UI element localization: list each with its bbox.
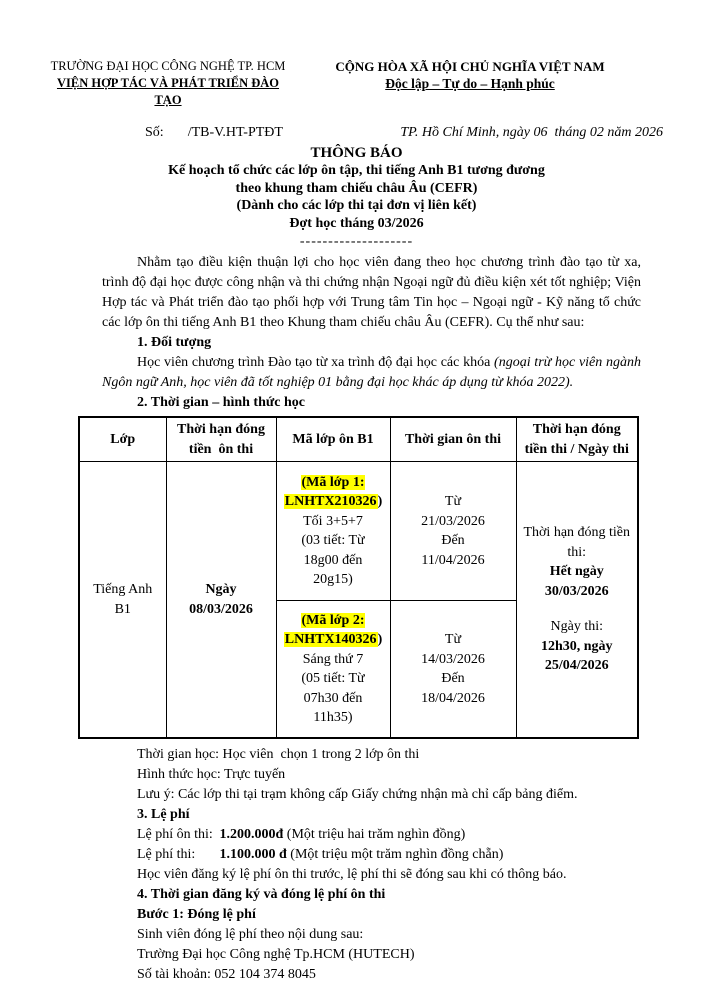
section4-heading: 4. Thời gian đăng ký và đóng lệ phí ôn thi bbox=[137, 887, 386, 902]
republic-name-line: CỘNG HÒA XÃ HỘI CHỦ NGHĨA VIỆT NAM bbox=[335, 59, 605, 74]
class2-code-highlight: LNHTX140326 bbox=[284, 632, 377, 647]
class1-code-close: ) bbox=[377, 494, 383, 509]
payment-account: Số tài khoản: 052 104 374 8045 bbox=[137, 967, 316, 982]
class1-code-open-highlight: (Mã lớp 1: bbox=[301, 474, 365, 490]
doc-number-label: Số: bbox=[145, 125, 164, 140]
cell-class2-period: Từ 14/03/2026 Đến 18/04/2026 bbox=[390, 601, 516, 739]
title-separator: -------------------- bbox=[299, 234, 414, 249]
republic-header-block bbox=[320, 58, 620, 109]
section1-text-italic: (ngoại trừ học viên ngành Ngôn ngữ Anh, học viên đã tốt nghiệp 01 bằng đại học khác áp dụng từ khóa 2022). bbox=[102, 355, 642, 390]
place-date: TP. Hồ Chí Minh, ngày 06 tháng 02 năm 2026 bbox=[400, 125, 663, 140]
note-certificate: Lưu ý: Các lớp thi tại trạm không cấp Giấy chứng nhận mà chỉ cấp bảng điểm. bbox=[137, 787, 578, 802]
cell-pay-deadline: Ngày 08/03/2026 bbox=[166, 462, 276, 739]
fee-review-amount: 1.200.000đ bbox=[219, 827, 284, 842]
fee-review-line bbox=[137, 825, 673, 845]
doc-title-line-1: Kế hoạch tổ chức các lớp ôn tập, thi tiếng Anh B1 tương đương bbox=[168, 163, 545, 178]
fee-exam-text: (Một triệu một trăm nghìn đồng chẵn) bbox=[290, 847, 504, 862]
republic-motto-line: Độc lập – Tự do – Hạnh phúc bbox=[385, 76, 555, 91]
doc-number bbox=[145, 124, 283, 142]
payment-instruction: Sinh viên đóng lệ phí theo nội dung sau: bbox=[137, 927, 364, 942]
section3-heading: 3. Lệ phí bbox=[137, 807, 190, 822]
doc-title-line-3: (Dành cho các lớp thi tại đơn vị liên kết) bbox=[236, 198, 477, 213]
class2-code-open-highlight: (Mã lớp 2: bbox=[301, 612, 365, 628]
section1-heading: 1. Đối tượng bbox=[137, 335, 212, 350]
cell-class2-code-schedule: (Mã lớp 2: LNHTX140326) Sáng thứ 7 (05 tiết: Từ 07h30 đến 11h35) bbox=[276, 601, 390, 739]
doc-title-block bbox=[0, 162, 713, 232]
doc-type-title: THÔNG BÁO bbox=[310, 145, 403, 161]
cell-class1-code-schedule: (Mã lớp 1: LNHTX210326) Tối 3+5+7 (03 tiết: Từ 18g00 đến 20g15) bbox=[276, 462, 390, 601]
col-header-exam-fee-deadline: Thời hạn đóng tiền thi / Ngày thi bbox=[516, 417, 638, 462]
class2-code-close: ) bbox=[377, 632, 383, 647]
note-study-format: Hình thức học: Trực tuyến bbox=[137, 767, 286, 782]
intro-paragraph: Nhằm tạo điều kiện thuận lợi cho học viên đang theo học chương trình đào tạo từ xa, trình độ đại học được công nhận và thi chứng nhận Ngoại ngữ đủ điều kiện xét tốt nghiệp; Viện Hợp tác và Phát triển đào tạo phối hợp với Trung tâm Tin học – Ngoại ngữ - Kỹ năng tổ chức các lớp ôn thi tiếng Anh B1 theo Khung tham chiếu châu Âu (CEFR). Cụ thể như sau: bbox=[102, 255, 641, 330]
col-header-class: Lớp bbox=[79, 417, 166, 462]
col-header-class-code: Mã lớp ôn B1 bbox=[276, 417, 390, 462]
schedule-table bbox=[78, 416, 639, 739]
fee-exam-line bbox=[137, 845, 673, 865]
section4-step1: Bước 1: Đóng lệ phí bbox=[137, 907, 256, 922]
note-study-time: Thời gian học: Học viên chọn 1 trong 2 lớp ôn thi bbox=[137, 747, 420, 762]
fee-note: Học viên đăng ký lệ phí ôn thi trước, lệ phí thi sẽ đóng sau khi có thông báo. bbox=[137, 867, 567, 882]
cell-class1-period: Từ 21/03/2026 Đến 11/04/2026 bbox=[390, 462, 516, 601]
section2-heading: 2. Thời gian – hình thức học bbox=[137, 395, 305, 410]
cell-class-name: Tiếng Anh B1 bbox=[79, 462, 166, 739]
col-header-review-fee-deadline: Thời hạn đóng tiền ôn thi bbox=[166, 417, 276, 462]
cell-exam-info: Thời hạn đóng tiền thi: Hết ngày 30/03/2026 Ngày thi: 12h30, ngày 25/04/2026 bbox=[516, 462, 638, 739]
number-date-row bbox=[0, 124, 713, 142]
class1-code-highlight: LNHTX210326 bbox=[284, 494, 377, 509]
table-header-row bbox=[79, 417, 638, 462]
org-header-block bbox=[48, 58, 288, 109]
section1-paragraph bbox=[102, 353, 641, 393]
fee-review-text: (Một triệu hai trăm nghìn đồng) bbox=[286, 827, 466, 842]
doc-title-line-2: theo khung tham chiếu châu Âu (CEFR) bbox=[235, 180, 478, 196]
org-name-line: TRƯỜNG ĐẠI HỌC CÔNG NGHỆ TP. HCM bbox=[50, 59, 286, 73]
payment-recipient: Trường Đại học Công nghệ Tp.HCM (HUTECH) bbox=[137, 947, 415, 962]
document-header bbox=[0, 0, 713, 109]
doc-title-line-4: Đợt học tháng 03/2026 bbox=[289, 215, 424, 231]
fee-review-label: Lệ phí ôn thi: bbox=[137, 827, 213, 842]
fee-exam-label: Lệ phí thi: bbox=[137, 847, 196, 862]
section1-text: Học viên chương trình Đào tạo từ xa trình độ đại học các khóa bbox=[137, 355, 495, 370]
table-row-class1 bbox=[79, 462, 638, 601]
doc-number-value: /TB-V.HT-PTĐT bbox=[187, 125, 283, 140]
fee-exam-amount: 1.100.000 đ bbox=[219, 847, 287, 862]
col-header-review-period: Thời gian ôn thi bbox=[390, 417, 516, 462]
org-department-line: VIỆN HỢP TÁC VÀ PHÁT TRIỂN ĐÀO TẠO bbox=[56, 76, 280, 107]
